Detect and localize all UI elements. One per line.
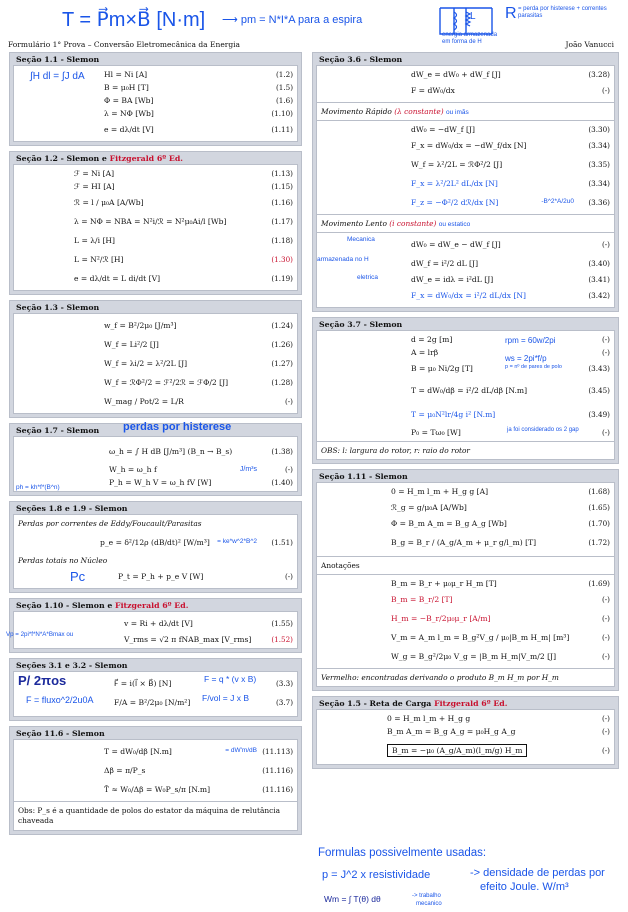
equation: W_f = Li²/2 [J] (1.26) — [104, 340, 293, 349]
equation: ℱ = Ni [A] (1.13) — [74, 169, 293, 178]
j-m3-annotation: J/m³s — [239, 466, 257, 473]
equation: Hl = Ni [A] (1.2) — [104, 70, 293, 79]
formula-p-desc-2: efeito Joule. W/m³ — [480, 881, 569, 893]
equation: Δβ = π/P_s (11.116) — [104, 766, 293, 775]
section-3-7 — [312, 317, 619, 464]
p-poles-annotation: P/ 2πos — [18, 673, 67, 688]
equation: V_rms = √2 π fNAB_max [V_rms] (1.52) — [124, 635, 293, 644]
equation: Φ = B_m A_m = B_g A_g [Wb] (1.70) — [391, 519, 610, 528]
eddy-heading: Perdas por correntes de Eddy/Foucault/Parasitas — [18, 519, 202, 528]
formulas-title: Formulas possivelmente usadas: — [318, 847, 487, 859]
pole-pairs-annotation: p = nº de pares de polo — [505, 364, 562, 370]
ws-annotation: ws = 2pi*f/p — [505, 354, 547, 363]
section-1-2 — [9, 151, 302, 295]
rpm-annotation: rpm = 60w/2pi — [505, 336, 556, 345]
eletrica-annotation: eletrica — [357, 274, 378, 281]
dw-annotation: = dW'm/dB — [225, 747, 257, 755]
vp-annotation: Vp = 2pi*f*N*A*Bmax ou — [6, 631, 74, 638]
section-1-7 — [9, 423, 302, 496]
equation: B_m = B_r/2 [T] (-) — [391, 595, 610, 604]
equation: ℛ = l / μ₀A [A/Wb] (1.16) — [74, 198, 293, 207]
equation: L = N²/ℛ [H] (1.30) — [74, 255, 293, 264]
equation: B_m A_m = B_g A_g = μ₀H_g A_g (-) — [387, 727, 610, 736]
section-1-10 — [6, 598, 302, 653]
equation: T = μ₀N²lr/4g i² [N.m] (3.49) — [411, 409, 610, 419]
slow-motion-heading: Movimento Lento (i constante) ou estatico — [321, 219, 471, 228]
header-author: João Vanucci — [565, 40, 614, 49]
section-title: Seções 1.8 e 1.9 - Slemon — [16, 504, 128, 513]
obs-note: Obs: P_s é a quantidade de polos do estator da máquina de relutância chaveada — [18, 806, 281, 825]
equation: W_f = λi/2 = λ²/2L [J] (1.27) — [104, 359, 293, 368]
section-title: Seção 1.7 - Slemon perdas por histerese — [16, 421, 232, 435]
equation: v = Ri + dλ/dt [V] (1.55) — [124, 619, 293, 628]
section-3-6 — [312, 52, 619, 312]
equation: λ = NΦ = NBA = N²i/ℛ = N²μ₀Ai/l [Wb] (1.17) — [74, 217, 293, 226]
section-1-8-1-9 — [9, 501, 302, 593]
armazenada-annotation: armazenada no H — [317, 256, 369, 263]
equation: L = λ/i [H] (1.18) — [74, 236, 293, 245]
fz-annotation: -B^2*A/2u0 — [541, 198, 574, 206]
formula-wm-desc-2: mecanico — [416, 901, 442, 907]
equation: P_h = W_h V = ω_h fV [W] (1.40) — [109, 478, 293, 487]
section-1-1 — [9, 52, 302, 146]
equation: w_f = B²/2μ₀ [J/m³] (1.24) — [104, 321, 293, 330]
section-title: Seção 3.6 - Slemon — [319, 55, 403, 64]
equation: Pc P_t = P_h + p_e V [W] (-) — [70, 569, 293, 584]
section-title: Seção 11.6 - Slemon — [16, 729, 105, 738]
energy-note-1: energia armazenada — [442, 32, 498, 38]
equation: p_e = δ²/12ρ (dB/dt)² [W/m³] = ke*w^2*B^2 (1.51) — [100, 537, 293, 547]
equation: dW_f = i²/2 dL [J] (3.40) — [411, 259, 610, 268]
f-vol-annotation: F/vol = J x B — [202, 693, 249, 703]
f-q-annotation: F = q * (v x B) — [204, 674, 257, 684]
equation: 0 = H_m l_m + H_g g [A] (1.68) — [391, 487, 610, 496]
section-title: Seção 1.2 - Slemon e Fitzgerald 6º Ed. — [16, 154, 183, 163]
equation: F_x = dW₀/dx = i²/2 dL/dx [N] (3.42) — [411, 291, 610, 300]
equation: P₀ = Tω₀ [W] (-) — [411, 428, 610, 437]
equation: B = μ₀ Ni/2g [T] (3.43) — [411, 364, 610, 373]
equation: λ = NΦ [Wb] (1.10) — [104, 109, 293, 118]
pm-annotation: ⟶ pm = N*I*A para a espira — [222, 14, 363, 26]
equation: A = lrβ (-) — [411, 348, 610, 357]
header-title: Formulário 1° Prova – Conversão Eletromecânica da Energia — [8, 40, 241, 49]
equation: d = 2g [m] (-) — [411, 335, 610, 344]
equation: T = dW₀/dβ [N.m] = dW'm/dB (11.113) — [104, 747, 293, 756]
document-header — [8, 40, 620, 52]
equation: ℱ = HI [A] (1.15) — [74, 182, 293, 191]
equation: F/A = B²/2μ₀ [N/m²] (3.7) — [114, 698, 293, 707]
equation: e = dλ/dt [V] (1.11) — [104, 125, 293, 134]
section-title: Seções 3.1 e 3.2 - Slemon — [16, 661, 128, 670]
h-dl-annotation: ∫H dl = ∫J dA — [30, 71, 85, 82]
formula-wm: Wm = ∫ T(θ) dθ — [324, 894, 381, 904]
equation: B = μ₀H [T] (1.5) — [104, 83, 293, 92]
formula-p-desc-1: -> densidade de perdas por — [470, 867, 605, 879]
equation: B_g = B_r / (A_g/A_m + μ_r g/l_m) [T] (1.72) — [391, 537, 610, 547]
equation: W_mag / Pot/2 = L/R (-) — [104, 397, 293, 406]
section-title: Seção 1.11 - Slemon — [319, 472, 408, 481]
section-11-6 — [9, 726, 302, 835]
equation: ω_h = ∫ H dB [J/m³] (B_n → B_s) (1.38) — [109, 446, 293, 456]
ph-kh-annotation: ph = kh*f*(B^n) — [16, 484, 60, 491]
section-title: Seção 1.5 - Reta de Carga Fitzgerald 6º Ed. — [319, 699, 508, 708]
equation: 0 = H_m l_m + H_g g (-) — [387, 714, 610, 723]
section-1-11 — [312, 469, 619, 691]
equation: F_x = λ²/2L² dL/dx [N] (3.34) — [411, 179, 610, 188]
section-title: Seção 1.1 - Slemon — [16, 55, 100, 64]
formula-wm-desc-1: -> trabalho — [412, 893, 441, 899]
hysteresis-annotation: perdas por histerese — [123, 421, 232, 433]
equation: dW₀ = dW_e − dW_f [J] (-) — [411, 240, 610, 249]
equation: Φ = BA [Wb] (1.6) — [104, 96, 293, 105]
section-title: Seção 1.3 - Slemon — [16, 303, 100, 312]
annotations-heading: Anotações — [321, 561, 360, 570]
f-fluxo-annotation: F = fluxo^2/2u0A — [26, 695, 94, 705]
equation: T̄ ≈ W₀/Δβ = W₀P_s/π [N.m] (11.116) — [104, 785, 293, 794]
gap-annotation: ja foi considerado os 2 gap — [507, 427, 579, 433]
section-title: Seção 3.7 - Slemon — [319, 320, 403, 329]
formula-p: p = J^2 x resistividade — [322, 869, 431, 881]
core-loss-heading: Perdas totais no Núcleo — [18, 556, 108, 565]
hysteresis-note: = perda por histerese + correntes parasitas — [518, 6, 607, 19]
equation: F_x = dW₀/dx = −dW_f/dx [N] (3.34) — [411, 141, 610, 150]
circuit-L-label: L — [470, 11, 476, 22]
section-1-3 — [9, 300, 302, 418]
torque-annotation: T = P⃗m×B⃗ [N·m] — [62, 9, 206, 31]
mecanica-annotation: Mecanica — [347, 236, 375, 243]
equation: F = dW₀/dx (-) — [411, 86, 610, 95]
equation: B_m = B_r + μ₀μ_r H_m [T] (1.69) — [391, 579, 610, 588]
equation: W_h = ω_h f J/m³s (-) — [109, 465, 293, 474]
pc-annotation: Pc — [70, 569, 86, 584]
right-column — [312, 52, 619, 774]
equation: F⃗ = i(l⃗ × B⃗) [N] (3.3) — [114, 679, 293, 688]
equation: W_g = B_g²/2μ₀ V_g = |B_m H_m|V_m/2 [J] (-) — [391, 652, 610, 661]
equation: dW₀ = −dW_f [J] (3.30) — [411, 125, 610, 134]
equation: dW_e = idλ = i²dL [J] (3.41) — [411, 275, 610, 284]
energy-note-2: em forma de H — [442, 39, 482, 45]
equation: V_m = A_m l_m = B_g²V_g / μ₀|B_m H_m| [m³] (-) — [391, 633, 610, 642]
equation: e = dλ/dt = L di/dt [V] (1.19) — [74, 274, 293, 283]
section-title: Seção 1.10 - Slemon e Fitzgerald 6º Ed. — [16, 601, 189, 610]
equation: B_m = −μ₀ (A_g/A_m)(l_m/g) H_m (-) — [387, 738, 610, 762]
equation: ℛ_g = g/μ₀A [A/Wb] (1.65) — [391, 503, 610, 512]
equation: F_z = −Φ²/2 dℛ/dx [N] -B^2*A/2u0 (3.36) — [411, 198, 610, 207]
equation: H_m = −B_r/2μ₀μ_r [A/m] (-) — [391, 614, 610, 623]
equation: W_f = ℛΦ²/2 = ℱ²/2ℛ = ℱΦ/2 [J] (1.28) — [104, 378, 293, 387]
section-3-1-3-2 — [9, 658, 302, 721]
equation: W_f = λ²/2L = ℛΦ²/2 [J] (3.35) — [411, 160, 610, 169]
obs-note: OBS: l: largura do rotor, r: raio do rotor — [321, 446, 470, 455]
fast-motion-heading: Movimento Rápido (λ constante) ou imãs — [321, 107, 469, 116]
red-note: Vermelho: encontradas derivando o produto B_m H_m por H_m — [321, 673, 559, 682]
equation: dW_e = dW₀ + dW_f [J] (3.28) — [411, 70, 610, 79]
circuit-R-label: R — [505, 5, 517, 22]
equation: T = dW₀/dβ = i²/2 dL/dβ [N.m] (3.45) — [411, 385, 610, 395]
section-1-5 — [312, 696, 619, 769]
left-column — [6, 52, 302, 840]
pe-annotation: = ke*w^2*B^2 — [217, 537, 257, 545]
